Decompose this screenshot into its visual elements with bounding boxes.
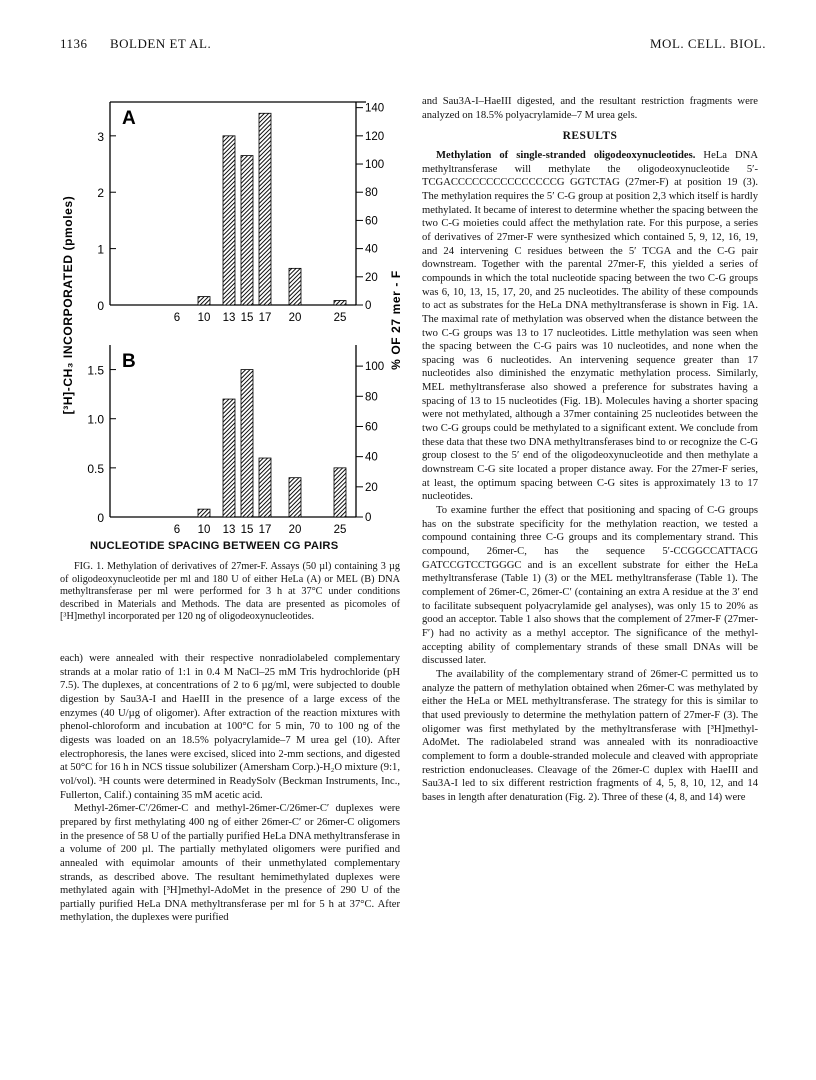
right-tick-label: 80 (365, 391, 378, 404)
right-tick-label: 140 (365, 102, 385, 115)
x-tick-label: 20 (288, 524, 302, 536)
right-tick-label: 40 (365, 243, 378, 256)
right-tick-label: 60 (365, 215, 378, 228)
left-tick-label: 3 (97, 129, 104, 144)
panel-label: A (122, 108, 136, 129)
right-tick-label: 20 (365, 481, 378, 494)
x-tick-label: 6 (173, 312, 181, 324)
paragraph: The availability of the complementary strand of 26mer-C permitted us to analyze the pattern of methylation obtained when 26mer-C was methylated by either the HeLa or MEL methyltransferase. The strategy for this is similar to that used previously to determine the methylation pattern of 27mer-F (3). The oligomer was first methylated by the methyltransferase with [³H]methyl-AdoMet. The radiolabeled strand was annealed with its nonradioactive complement to form a double-stranded molecule and cleaved with appropriate restriction endonucleases. Cleavage of the 26mer-C duplex with HaeIII and Sau3A-I led to six different restriction fragments of 4, 5, 8, 10, 12, and 14 bases in length after denaturation (Fig. 2). Three of these (4, 8, and 14) were (422, 668, 758, 803)
right-tick-label: 0 (365, 512, 372, 524)
page-number: 1136 (60, 36, 88, 51)
x-tick-label: 10 (197, 524, 211, 536)
x-tick-label: 6 (173, 524, 181, 536)
y-axis-label-left: [³H]-CH₃ INCORPORATED (pmoles) (61, 195, 75, 415)
paragraph: and Sau3A-I–HaeIII digested, and the resultant restriction fragments were analyzed on 18.5% polyacrylamide–7 M urea gels. (422, 96, 758, 121)
right-tick-label: 60 (365, 421, 378, 434)
bar (259, 113, 271, 305)
x-tick-label: 15 (240, 312, 254, 324)
bar (241, 156, 253, 305)
left-tick-label: 1.0 (87, 412, 104, 427)
bar (334, 468, 346, 517)
bar (259, 458, 271, 517)
x-tick-label: 10 (197, 312, 211, 324)
bar (289, 478, 301, 517)
subsection-heading: Methylation of single-stranded oligodeoxynucleotides. (436, 149, 696, 161)
right-tick-label: 100 (365, 159, 385, 172)
left-tick-label: 1 (97, 242, 104, 257)
bar (198, 509, 210, 517)
x-tick-label: 17 (258, 524, 272, 536)
left-column-text (60, 652, 400, 925)
x-tick-label: 17 (258, 312, 272, 324)
x-tick-label: 13 (222, 524, 236, 536)
x-tick-label: 15 (240, 524, 254, 536)
x-tick-label: 25 (333, 524, 347, 536)
bar (198, 297, 210, 305)
running-authors: BOLDEN ET AL. (110, 36, 212, 51)
right-tick-label: 0 (365, 300, 372, 312)
bar (223, 399, 235, 517)
bar (241, 370, 253, 517)
paragraph: each) were annealed with their respective nonradiolabeled complementary strands at a molar ratio of 1:1 in 0.4 M NaCl–25 mM Tris hydrochloride (pH 7.5). The duplexes, at concentrations of 2 to 6 µg/ml, were subjected to double digestion by Sau3A-I and HaeIII in the presence of a large excess of the enzymes (40 U/µg of oligomer). After extraction of the reaction mixtures with phenol-chloroform and incubation at 100°C for 5 min, 70 to 100 ng of the digests was loaded on an 18.5% polyacrylamide–7 M urea gel (10). After electrophoresis, the lanes were excised, sliced into 2-mm sections, and digested at 50°C for 16 h in NCS tissue solubilizer (Amersham Corp.)-H₂O mixture (9:1, vol/vol). ³H counts were determined in ReadySolv (Beckman Instruments, Inc., Fullerton, Calif.) containing 35 mM acetic acid. (60, 653, 400, 801)
x-tick-label: 13 (222, 312, 236, 324)
x-tick-label: 25 (333, 312, 347, 324)
panel-label: B (122, 351, 136, 372)
x-tick-label: 20 (288, 312, 302, 324)
x-axis-title: NUCLEOTIDE SPACING BETWEEN CG PAIRS (90, 540, 339, 552)
bar (223, 136, 235, 305)
paragraph: To examine further the effect that positioning and spacing of C-G groups has on the substrate specificity for the methylation reaction, we tested a compound containing three C-G groups and its complementary strand. This compound, 26mer-C, has the sequence 5′-CCGGCCATTACG GATCCGTCCTGGGC and is an excellent substrate for either the HeLa methyltransferase (Table 1) (3) or the MEL methyltransferase (Table 1). The complement of 26mer-C, 26mer-C′ (containing an extra A residue at the 3′ end to facilitate subsequent polyacrylamide gel analyses), was only 15 to 20% as good an acceptor. Table 1 also shows that the complement of 27mer-F (27mer-F′) had no activity as a methyl acceptor. The significance of the methyl-accepting ability of complementary strands of these small DNAs will be discussed later. (422, 505, 758, 667)
paragraph: Methylation of single-stranded oligodeoxynucleotides. HeLa DNA methyltransferase will methylate the oligodeoxynucleotide 5′-TCGACCCCCCCCCCCCCCCG GGTCTAG (27mer-F) at position 19 (3). The methylation requires the 5′ C-G group at position 2,3 which itself is hardly methylated. It became of interest to determine whether the spacing between the two C-G moieties could affect the methylation rate. For this purpose, a series of derivatives of 27mer-F were synthesized which contained 5, 9, 12, 16, 19, and 24 intervening C residues between the 5′ TCGA and the C-G pair downstream. Together with the parental 27mer-F, this yielded a series of compounds in which the total nucleotide spacing between the two C-G groups was 6, 10, 13, 15, 17, 20, and 25 nucleotides. The ability of these compounds to act as substrates for the HeLa DNA methyltransferase is shown in Fig. 1A. The maximal rate of methylation was observed when the distance between the two C-G groups was 13 to 17 nucleotides. Little methylation was seen when the spacing between the C-G pairs was 10 nucleotides, and none when the spacing was 6 nucleotides. An intervening sequence greater than 17 nucleotides also diminished the enzymatic methylation process. Similarly, MEL methyltransferase also showed a preference for substrates having a spacing of 13 to 15 nucleotides (Fig. 1B). Molecules having a shorter spacing were not methylated, although a 37mer containing 25 nucleotides between the two C-G groups could be methylated to a significant extent. We conclude from these data that these two DNA methyltransferases bind to or recognize the C-G group closest to the 5′ end of the oligodeoxynucleotide and then methylate a downstream C-G site located a proper distance away. For the 27mer-F series, at least, the optimum spacing between C-G sites is approximately 13 to 17 nucleotides. (422, 149, 758, 503)
right-tick-label: 20 (365, 271, 378, 284)
left-tick-label: 0.5 (87, 461, 104, 476)
right-tick-label: 120 (365, 130, 385, 143)
section-heading-results: RESULTS (562, 130, 618, 143)
left-tick-label: 0 (97, 511, 104, 525)
right-column-text (422, 95, 758, 804)
figure-1-chart (58, 90, 408, 542)
left-tick-label: 1.5 (87, 363, 104, 378)
left-tick-label: 0 (97, 299, 104, 313)
left-tick-label: 2 (97, 186, 104, 201)
bar (334, 300, 346, 305)
bar (289, 268, 301, 305)
journal-name: MOL. CELL. BIOL. (650, 36, 766, 51)
right-tick-label: 100 (365, 361, 385, 374)
paragraph: Methyl-26mer-C′/26mer-C and methyl-26mer-C/26mer-C′ duplexes were prepared by first methylating 400 ng of either 26mer-C′ or 26mer-C oligomers in the presence of 58 U of the partially purified HeLa DNA methyltransferase in a volume of 200 µl. The partially methylated oligomers were purified and annealed with equimolar amounts of their unmethylated complementary strands, as described above. The resultant hemimethylated duplexes were methylated again with [³H]methyl-AdoMet in the presence of 290 U of the partially purified HeLa DNA methyltransferase per ml for 5 h at 37°C. After methylation, the duplexes were purified (60, 803, 400, 924)
figure-caption: FIG. 1. Methylation of derivatives of 27mer-F. Assays (50 µl) containing 3 µg of oligodeoxynucleotide per ml and 180 U of either HeLa (A) or MEL (B) DNA methyltransferase per ml were performed for 3 h at 37°C under conditions described in Materials and Methods. The data are presented as picomoles of [³H]methyl incorporated per 120 ng of oligodeoxynucleotides. (60, 561, 400, 623)
y-axis-label-right: % OF 27 mer - F (389, 270, 403, 370)
right-tick-label: 40 (365, 451, 378, 464)
right-tick-label: 80 (365, 187, 378, 200)
